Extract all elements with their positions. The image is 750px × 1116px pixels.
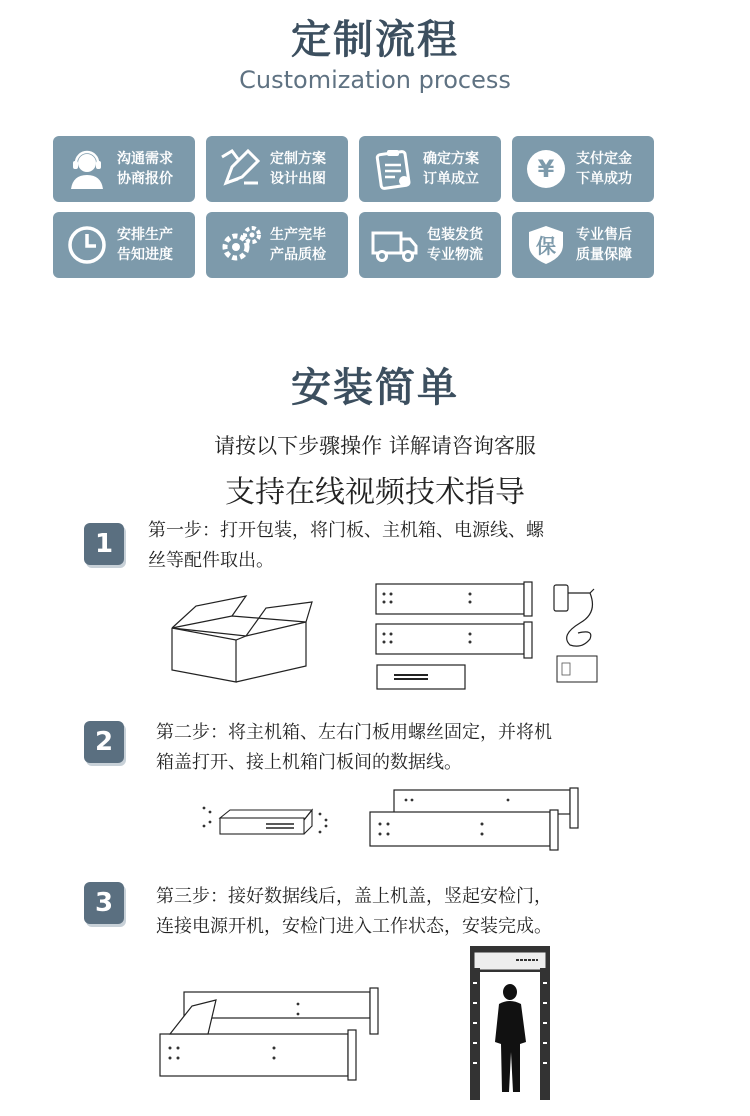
card-line1: 确定方案 [423,151,479,167]
step-2-text [156,718,552,778]
step-3-line-b: 连接电源开机，安检门进入工作状态，安装完成。 [156,916,552,937]
main-box-illustration [376,664,468,692]
card-line2: 订单成立 [423,171,479,187]
card-line2: 协商报价 [117,171,173,187]
card-line1: 生产完毕 [270,227,326,243]
card-shipping [359,212,501,278]
card-line1: 沟通需求 [117,151,173,167]
security-gate-illustration [466,942,554,1102]
yen-coin-icon [524,147,568,191]
customer-service-icon [65,147,109,191]
card-line2: 下单成功 [576,171,632,187]
card-deposit [512,136,654,202]
process-title: 定制流程 [291,17,459,63]
step-1-text [148,516,544,576]
open-box-illustration [166,588,316,684]
install-hint: 请按以下步骤操作 详解请咨询客服 [214,434,536,458]
gears-icon [218,223,262,267]
card-line2: 告知进度 [117,247,173,263]
install-video-support: 支持在线视频技术指导 [225,475,525,510]
step-1-line-b: 丝等配件取出。 [148,550,274,571]
clock-icon [65,223,109,267]
step-1-badge: 1 [84,523,124,565]
step-2-badge: 2 [84,721,124,763]
card-line1: 定制方案 [270,151,326,167]
card-line1: 安排生产 [117,227,173,243]
card-line2: 产品质检 [270,247,326,263]
svg-text:保: 保 [536,234,556,258]
step-1-line-a: 第一步：打开包装，将门板、主机箱、电源线、螺 [148,520,544,541]
step-2-line-b: 箱盖打开、接上机箱门板间的数据线。 [156,752,462,773]
assembled-panels-illustration [366,786,586,856]
step-3-text [156,882,552,942]
card-line2: 质量保障 [576,247,632,263]
shield-icon [524,223,568,267]
process-subtitle: Customization process [239,66,511,94]
host-box-screws-illustration [196,800,336,844]
card-line1: 包装发货 [427,227,483,243]
door-panels-illustration [374,581,536,661]
step-2-line-a: 第二步：将主机箱、左右门板用螺丝固定，并将机 [156,722,552,743]
step-3-line-a: 第三步：接好数据线后，盖上机盖，竖起安检门， [156,886,552,907]
card-design [206,136,348,202]
card-line2: 专业物流 [427,247,483,263]
card-line1: 专业售后 [576,227,632,243]
design-pencil-icon [218,147,262,191]
panels-with-host-illustration [156,984,386,1084]
power-adapter-illustration [550,583,606,653]
card-aftersales [512,212,654,278]
card-communicate [53,136,195,202]
card-line2: 设计出图 [270,171,326,187]
card-confirm [359,136,501,202]
truck-icon [371,223,419,267]
manual-card-illustration [556,655,600,685]
step-3-badge: 3 [84,882,124,924]
card-production [206,212,348,278]
card-schedule [53,212,195,278]
clipboard-icon [371,147,415,191]
install-title: 安装简单 [291,365,459,411]
card-line1: 支付定金 [576,151,632,167]
svg-text:¥: ¥ [537,155,555,183]
